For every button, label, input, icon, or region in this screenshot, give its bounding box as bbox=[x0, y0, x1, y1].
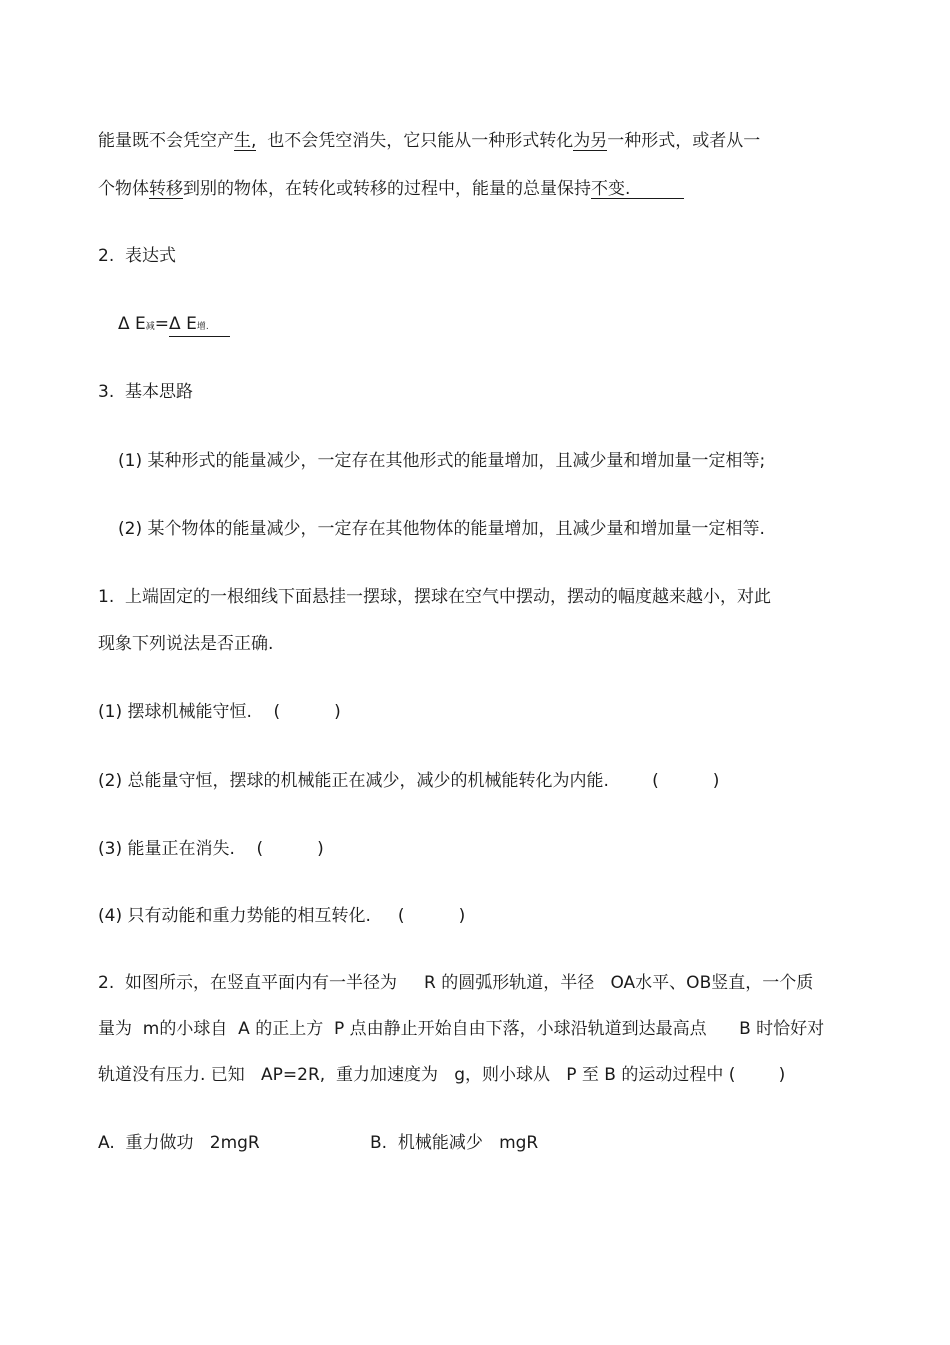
question-1-statement-2: (2) 总能量守恒，摆球的机械能正在减少，减少的机械能转化为内能. ( ) bbox=[98, 771, 720, 791]
question-2-option-a: A. 重力做功 2mgR bbox=[98, 1133, 260, 1153]
answer-blank: 生, bbox=[234, 131, 257, 151]
question-1-stem-cont: 现象下列说法是否正确. bbox=[98, 634, 274, 654]
energy-equation: Δ E减=Δ E增. bbox=[118, 313, 230, 338]
question-2-line-1: 2. 如图所示，在竖直平面内有一半径为 R 的圆弧形轨道，半径 OA水平、OB竖直，一个质 bbox=[98, 973, 814, 993]
question-2-line-3: 轨道没有压力. 已知 AP=2R, 重力加速度为 g，则小球从 P 至 B 的运动过程中 ( ) bbox=[98, 1065, 786, 1085]
section-heading-approach: 3. 基本思路 bbox=[98, 382, 194, 402]
principle-line-2: 个物体转移到别的物体，在转化或转移的过程中，能量的总量保持不变. bbox=[98, 179, 685, 199]
approach-item-1: (1) 某种形式的能量减少，一定存在其他形式的能量增加，且减少量和增加量一定相等; bbox=[118, 451, 766, 471]
answer-blank: Δ E增. bbox=[169, 315, 230, 337]
question-1-statement-1: (1) 摆球机械能守恒. ( ) bbox=[98, 702, 341, 722]
answer-blank: 为另 bbox=[573, 131, 608, 151]
answer-blank: 不变. bbox=[591, 179, 685, 199]
question-1-stem: 1. 上端固定的一根细线下面悬挂一摆球，摆球在空气中摆动，摆动的幅度越来越小，对此 bbox=[98, 587, 772, 607]
principle-line-1: 能量既不会凭空产生, 也不会凭空消失，它只能从一种形式转化为另一种形式，或者从一 bbox=[98, 131, 761, 151]
approach-item-2: (2) 某个物体的能量减少，一定存在其他物体的能量增加，且减少量和增加量一定相等. bbox=[118, 519, 765, 539]
question-2-option-b: B. 机械能减少 mgR bbox=[370, 1133, 539, 1153]
question-1-statement-3: (3) 能量正在消失. ( ) bbox=[98, 839, 324, 859]
section-heading-expression: 2. 表达式 bbox=[98, 246, 177, 266]
question-2-line-2: 量为 m的小球自 A 的正上方 P 点由静止开始自由下落，小球沿轨道到达最高点 B 时恰好对 bbox=[98, 1019, 825, 1039]
question-1-statement-4: (4) 只有动能和重力势能的相互转化. ( ) bbox=[98, 906, 466, 926]
answer-blank: 转移 bbox=[149, 179, 183, 199]
